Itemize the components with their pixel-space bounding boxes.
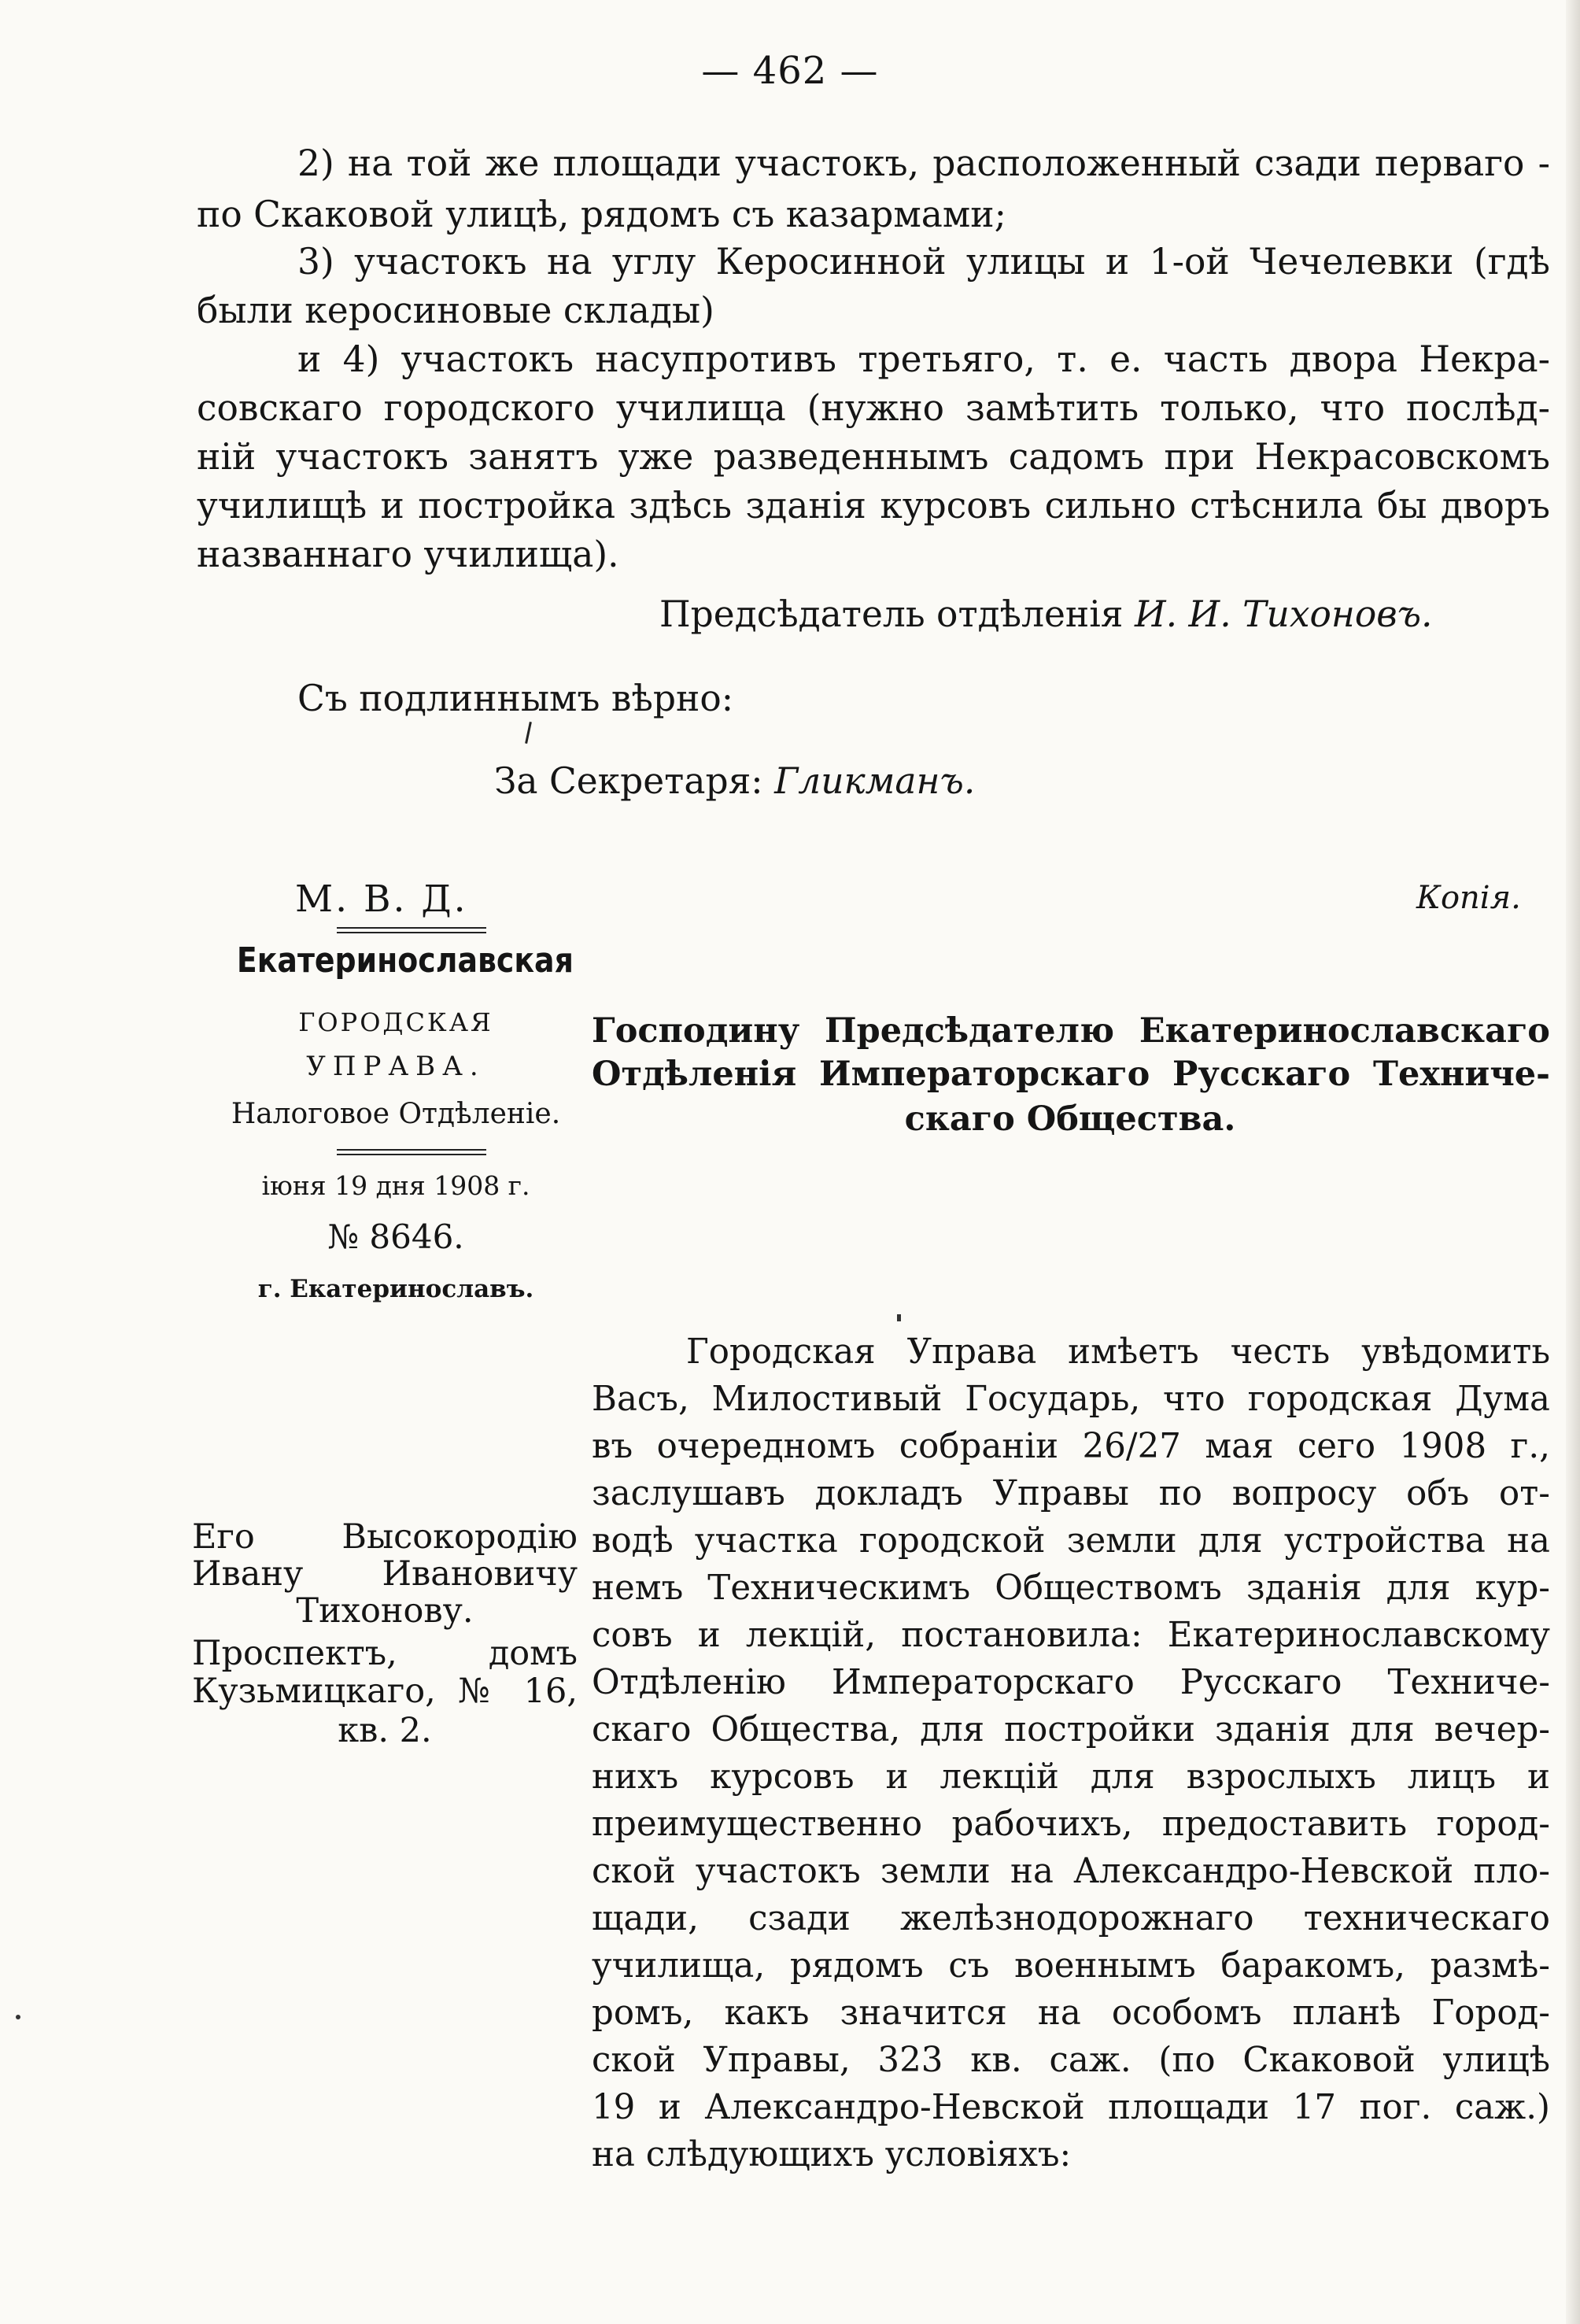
body-line: Отдѣленію Императорскаго Русскаго Техниче- <box>592 1663 1550 1702</box>
body-line: скаго Общества, для постройки зданія для вечер- <box>592 1710 1550 1749</box>
body-line: ской участокъ земли на Александро-Невской пло- <box>592 1852 1550 1891</box>
department-label: Налоговое Отдѣленіе. <box>231 1098 561 1130</box>
body-line: въ очередномъ собраніи 26/27 мая сего 1908 г., <box>592 1427 1550 1466</box>
body-line: Городская Управа имѣетъ честь увѣдомить <box>686 1332 1550 1372</box>
body-line: ской Управы, 323 кв. саж. (по Скаковой улицѣ <box>592 2041 1550 2080</box>
address-line: Кузьмицкаго, № 16, <box>192 1672 578 1711</box>
continuation-line: названнаго училища). <box>197 534 619 575</box>
body-line: 19 и Александро-Невской площади 17 пог. саж.) <box>592 2088 1550 2127</box>
address-line: Тихонову. <box>296 1591 474 1631</box>
recipient-line: Отдѣленія Императорскаго Русскаго Техниче- <box>592 1055 1550 1094</box>
body-line: училища, рядомъ съ военнымъ баракомъ, размѣ- <box>592 1946 1550 1986</box>
address-line: Его Высокородію <box>192 1517 578 1557</box>
body-line: ромъ, какъ значится на особомъ планѣ Город- <box>592 1993 1550 2033</box>
body-line: нихъ курсовъ и лекцій для взрослыхъ лицъ и <box>592 1757 1550 1797</box>
letter-place: г. Екатеринославъ. <box>257 1275 534 1303</box>
council-label: УПРАВА. <box>306 1051 485 1082</box>
speck <box>16 2015 20 2019</box>
continuation-line: ній участокъ занятъ уже разведеннымъ садомъ при Некрасовскомъ <box>197 436 1550 478</box>
recipient-line: Господину Предсѣдателю Екатеринославскаго <box>592 1011 1550 1051</box>
letter-number: № 8646. <box>327 1217 464 1256</box>
continuation-line: были керосиновые склады) <box>197 290 714 331</box>
double-rule <box>337 1149 486 1155</box>
secretary-signature <box>494 760 976 802</box>
letter-date: іюня 19 дня 1908 г. <box>261 1170 530 1201</box>
double-rule <box>337 927 486 933</box>
address-line: Ивану Ивановичу <box>192 1554 578 1594</box>
secretary-name: Гликманъ. <box>774 760 976 802</box>
continuation-line: совскаго городского училища (нужно замѣтить только, что послѣд- <box>197 387 1550 429</box>
org-name: Екатеринославская <box>236 940 574 981</box>
body-line: заслушавъ докладъ Управы по вопросу объ от- <box>592 1474 1550 1513</box>
continuation-line: по Скаковой улицѣ, рядомъ съ казармами; <box>197 194 1006 235</box>
body-line: Васъ, Милостивый Государь, что городская Дума <box>592 1380 1550 1419</box>
address-line: Проспектъ, домъ <box>192 1634 578 1673</box>
continuation-line: и 4) участокъ насупротивъ третьяго, т. е. часть двора Некра- <box>297 338 1550 380</box>
body-line: водѣ участка городской земли для устройства на <box>592 1521 1550 1561</box>
page-edge-shadow <box>1566 0 1580 2324</box>
secretary-label: За Секретаря: <box>494 760 763 802</box>
continuation-line: училищѣ и постройка здѣсь зданія курсовъ сильно стѣснила бы дворъ <box>197 485 1550 527</box>
city-label: ГОРОДСКАЯ <box>298 1007 493 1037</box>
body-line: немъ Техническимъ Обществомъ зданія для кур- <box>592 1568 1550 1608</box>
body-line: на слѣдующихъ условіяхъ: <box>592 2135 1072 2174</box>
ink-dot <box>897 1314 901 1321</box>
body-line: преимущественно рабочихъ, предоставить город- <box>592 1805 1550 1844</box>
body-line: щади, сзади желѣзнодорожнаго техническаго <box>592 1899 1550 1938</box>
body-line: совъ и лекцій, постановила: Екатеринославскому <box>592 1616 1550 1655</box>
ink-mark <box>525 722 532 744</box>
continuation-line: 2) на той же площади участокъ, расположенный сзади перваго - <box>297 142 1550 184</box>
chairman-signature <box>659 593 1433 635</box>
certification-text: Съ подлиннымъ вѣрно: <box>297 678 734 719</box>
recipient-line: скаго Общества. <box>904 1099 1236 1139</box>
continuation-line: 3) участокъ на углу Керосинной улицы и 1-ой Чечелевки (гдѣ <box>297 241 1550 283</box>
signature-role: Предсѣдатель отдѣленія <box>659 593 1124 635</box>
page-number: — 462 — <box>701 49 879 93</box>
address-line: кв. 2. <box>338 1711 432 1750</box>
signature-name: И. И. Тихоновъ. <box>1134 593 1433 635</box>
copy-note: Копія. <box>1416 880 1521 916</box>
ministry-abbrev: М. В. Д. <box>295 878 468 921</box>
